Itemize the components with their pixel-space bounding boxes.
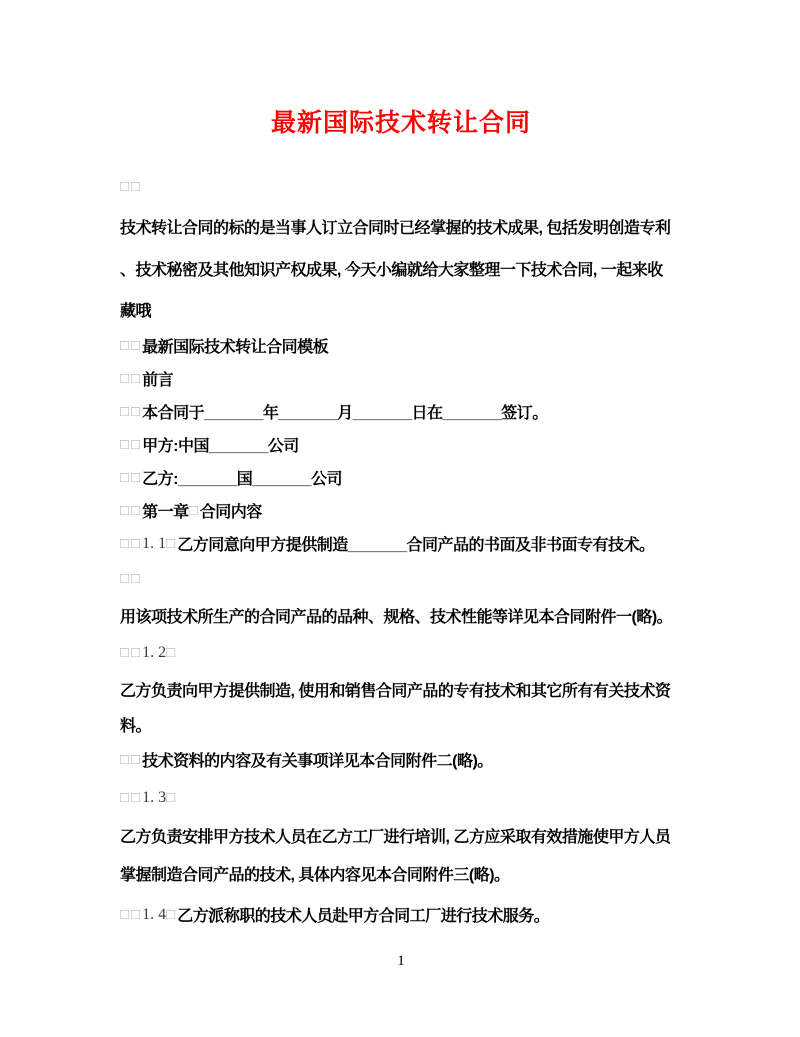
text-segment: 乙方同意向甲方提供制造_______合同产品的书面及非书面专有技术。	[177, 537, 655, 554]
text-segment: 乙方负责安排甲方技术人员在乙方工厂进行培训, 乙方应采取有效措施使甲方人员	[120, 829, 671, 846]
clause-1-3-line-2	[120, 854, 682, 893]
placeholder-square-marker: □	[166, 789, 178, 806]
spacer-marker-line-2	[120, 560, 682, 597]
placeholder-square-marker: □	[166, 906, 178, 923]
placeholder-square-marker: □□	[120, 337, 143, 354]
text-segment: 藏哦	[120, 302, 152, 320]
clause-number: 1. 2	[142, 643, 167, 661]
text-segment: 合同内容	[199, 504, 262, 521]
chapter-1-heading	[120, 494, 682, 527]
text-segment: 技术转让合同的标的是当事人订立合同时已经掌握的技术成果, 包括发明创造专利	[120, 219, 671, 237]
placeholder-square-marker: □□	[120, 436, 143, 453]
clause-1-4-line	[120, 893, 682, 936]
placeholder-square-marker: □	[166, 644, 178, 661]
text-segment: 乙方负责向甲方提供制造, 使用和销售合同产品的专有技术和其它所有有关技术资	[120, 683, 671, 700]
intro-line-2	[120, 247, 682, 289]
placeholder-square-marker: □□	[120, 906, 143, 923]
text-segment: 料。	[120, 718, 152, 735]
clause-1-2-appendix-line	[120, 741, 682, 778]
placeholder-square-marker: □□	[120, 789, 143, 806]
party-b-line	[120, 461, 682, 494]
text-segment: 、技术秘密及其他知识产权成果, 今天小编就给大家整理一下技术合同, 一起来收	[120, 261, 663, 279]
placeholder-square-marker: □□	[120, 535, 143, 552]
clause-1-3-number-line	[120, 778, 682, 817]
intro-line-3	[120, 289, 682, 329]
clause-1-3-line-1	[120, 817, 682, 854]
placeholder-square-marker: □□	[120, 570, 143, 587]
placeholder-square-marker: □□	[120, 178, 143, 195]
clause-1-1-line	[120, 527, 682, 560]
placeholder-square-marker: □□	[120, 644, 143, 661]
text-segment: 本合同于_______年_______月_______日在_______签订。	[142, 405, 548, 422]
clause-1-2-number-line	[120, 634, 682, 671]
text-segment: 第一章	[142, 504, 189, 521]
clause-1-1-detail-line	[120, 597, 682, 634]
text-segment: 用该项技术所生产的合同产品的品种、规格、技术性能等详见本合同附件一(略)。	[120, 609, 673, 626]
clause-number: 1. 4	[142, 905, 167, 923]
document-lines	[120, 168, 682, 936]
signing-date-line	[120, 395, 682, 428]
spacer-marker-line-1	[120, 168, 682, 205]
text-segment: 掌握制造合同产品的技术, 具体内容见本合同附件三(略)。	[120, 867, 510, 884]
text-segment: 前言	[142, 372, 174, 389]
clause-1-2-line-1	[120, 671, 682, 708]
placeholder-square-marker: □□	[120, 403, 143, 420]
placeholder-square-marker: □□	[120, 370, 143, 387]
preface-heading	[120, 362, 682, 395]
text-segment: 乙方:_______国_______公司	[142, 471, 343, 488]
text-segment: 技术资料的内容及有关事项详见本合同附件二(略)。	[142, 753, 493, 770]
intro-line-1	[120, 205, 682, 247]
placeholder-square-marker: □□	[120, 502, 143, 519]
placeholder-square-marker: □□	[120, 469, 143, 486]
text-segment: 甲方:中国_______公司	[142, 438, 299, 455]
page-number: 1	[397, 953, 405, 969]
clause-number: 1. 3	[142, 788, 167, 806]
clause-number: 1. 1	[142, 534, 167, 552]
template-heading	[120, 329, 682, 362]
placeholder-square-marker: □	[188, 502, 200, 519]
text-segment: 最新国际技术转让合同模板	[142, 339, 329, 356]
clause-1-2-line-2	[120, 708, 682, 741]
party-a-line	[120, 428, 682, 461]
text-segment: 乙方派称职的技术人员赴甲方合同工厂进行技术服务。	[177, 908, 550, 925]
placeholder-square-marker: □	[166, 535, 178, 552]
placeholder-square-marker: □□	[120, 751, 143, 768]
document-title: 最新国际技术转让合同	[270, 109, 531, 137]
